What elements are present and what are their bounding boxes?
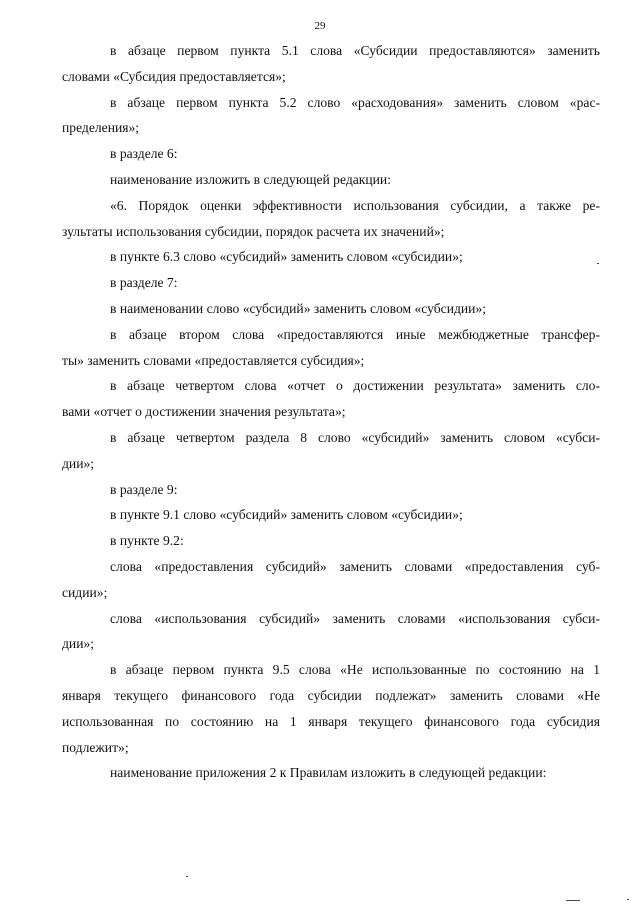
text-line: января текущего финансового года субсидии подлежат» заменить словами «Не [62, 687, 600, 703]
text-line: в пункте 9.2: [110, 533, 184, 549]
text-line: дии»; [62, 636, 95, 652]
text-line: сидии»; [62, 584, 108, 600]
text-line: наименование приложения 2 к Правилам изложить в следующей редакции: [110, 765, 547, 781]
scan-speck [186, 876, 188, 877]
text-line: в абзаце первом пункта 5.1 слова «Субсидии предоставляются» заменить [110, 43, 600, 58]
page-number: 29 [314, 20, 326, 32]
text-line: использованная по состоянию на 1 января текущего финансового года субсидия [62, 713, 600, 729]
text-line: в разделе 9: [110, 481, 178, 497]
text-line: в разделе 6: [110, 146, 178, 162]
text-line: дии»; [62, 455, 95, 471]
text-line: в пункте 6.3 слово «субсидий» заменить словом «субсидии»; [110, 249, 463, 265]
text-line: в абзаце первом пункта 9.5 слова «Не использованные по состоянию на 1 [110, 662, 600, 678]
text-line: словами «Субсидия предоставляется»; [62, 68, 286, 84]
document-body [62, 38, 600, 786]
text-line: подлежит»; [62, 739, 129, 755]
text-line: в абзаце четвертом раздела 8 слово «субсидий» заменить словом «субси- [110, 429, 600, 445]
text-line: слова «использования субсидий» заменить словами «использования субси- [110, 610, 600, 626]
scan-speck [566, 900, 580, 901]
text-line: в абзаце первом пункта 5.2 слово «расходования» заменить словом «рас- [110, 94, 600, 110]
text-line: «6. Порядок оценки эффективности использования субсидии, а также ре- [110, 197, 600, 213]
text-line: в абзаце четвертом слова «отчет о достижении результата» заменить сло- [110, 378, 600, 394]
text-line: зультаты использования субсидии, порядок расчета их значений»; [62, 223, 445, 239]
text-line: в абзаце втором слова «предоставляются иные межбюджетные трансфер- [110, 326, 600, 342]
text-line: пределения»; [62, 120, 140, 136]
text-line: в пункте 9.1 слово «субсидий» заменить словом «субсидии»; [110, 507, 463, 523]
text-line: слова «предоставления субсидий» заменить словами «предоставления суб- [110, 558, 600, 574]
text-line: ты» заменить словами «предоставляется субсидия»; [62, 352, 365, 368]
scan-speck [627, 899, 629, 900]
text-line: наименование изложить в следующей редакции: [110, 171, 391, 187]
text-line: в наименовании слово «субсидий» заменить словом «субсидии»; [110, 300, 487, 316]
text-line: в разделе 7: [110, 275, 178, 291]
scan-speck [597, 263, 599, 264]
text-line: вами «отчет о достижении значения результата»; [62, 404, 346, 420]
